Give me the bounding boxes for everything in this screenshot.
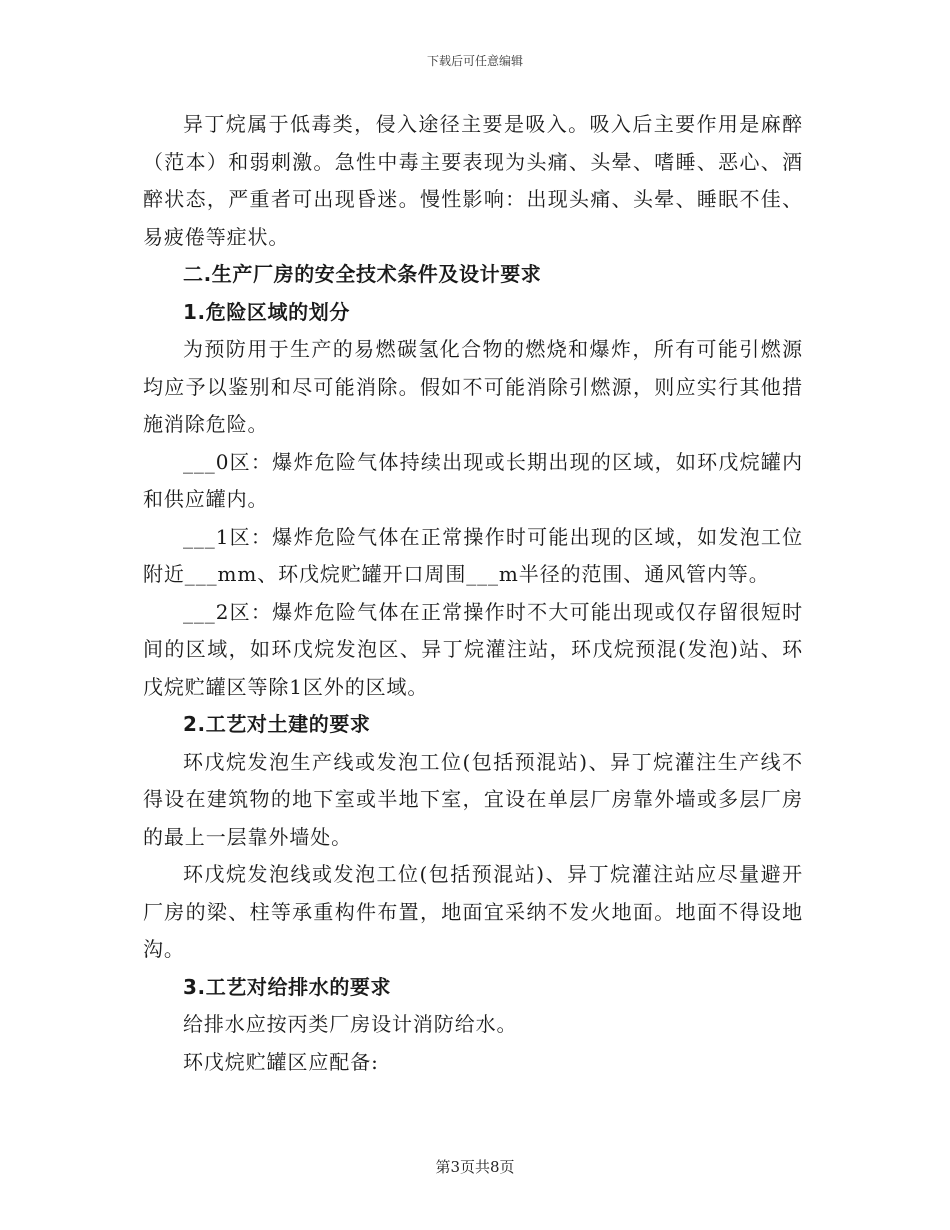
subsection-heading-water-requirements: 3.工艺对给排水的要求 [183,974,392,999]
paragraph-tank-area: 环戊烷贮罐区应配备: [183,1049,379,1074]
page-number: 第3页共8页 [435,1158,515,1176]
paragraph-structure-avoidance: 环戊烷发泡线或发泡工位(包括预混站)、异丁烷灌注站应尽量避开厂房的梁、柱等承重构件布置，地面宜采纳不发火地面。地面不得设地沟。 [143,862,803,961]
paragraph-line-location: 环戊烷发泡生产线或发泡工位(包括预混站)、异丁烷灌注生产线不得设在建筑物的地下室或半地下室，宜设在单层厂房靠外墙或多层厂房的最上一层靠外墙处。 [143,749,803,849]
paragraph-fire-water: 给排水应按丙类厂房设计消防给水。 [183,1012,518,1036]
subsection-heading-hazard-zones: 1.危险区域的划分 [183,299,350,324]
paragraph-toxicity: 异丁烷属于低毒类，侵入途径主要是吸入。吸入后主要作用是麻醉（范本）和弱刺激。急性中毒主要表现为头痛、头晕、嗜睡、恶心、酒醉状态，严重者可出现昏迷。慢性影响：出现头痛、头晕、睡眠不佳、易疲倦等症状。 [143,112,803,249]
section-heading-safety-requirements: 二.生产厂房的安全技术条件及设计要求 [183,262,542,286]
paragraph-ignition-prevention: 为预防用于生产的易燃碳氢化合物的燃烧和爆炸，所有可能引燃源均应予以鉴别和尽可能消除。假如不可能消除引燃源，则应实行其他措施消除危险。 [143,337,803,436]
paragraph-zone-0: ___0区：爆炸危险气体持续出现或长期出现的区域，如环戊烷罐内和供应罐内。 [143,449,803,511]
subsection-heading-civil-requirements: 2.工艺对土建的要求 [183,712,371,736]
document-body [143,106,803,1081]
paragraph-zone-1: ___1区：爆炸危险气体在正常操作时可能出现的区域，如发泡工位附近___mm、环戊烷贮罐开口周围___m半径的范围、通风管内等。 [143,524,803,586]
paragraph-zone-2: ___2区：爆炸危险气体在正常操作时不大可能出现或仅存留很短时间的区域，如环戊烷发泡区、异丁烷灌注站，环戊烷预混(发泡)站、环戊烷贮罐区等除1区外的区域。 [143,599,803,699]
page-header: 下载后可任意编辑 [426,54,523,68]
